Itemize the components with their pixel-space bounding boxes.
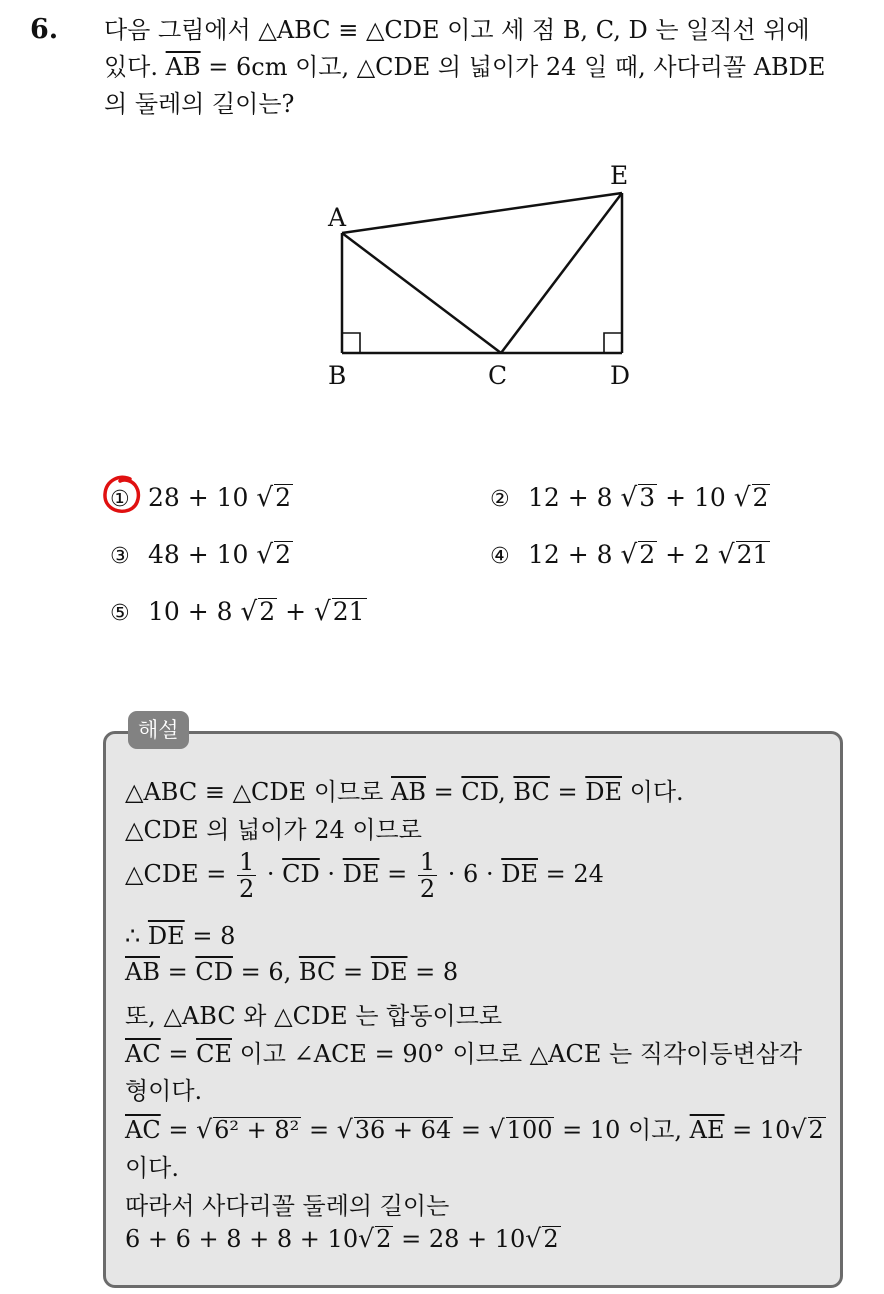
solution-line-12: 6 + 6 + 8 + 8 + 10√2 = 28 + 10√2 <box>125 1224 559 1253</box>
segment-ab: $\overline{AB}$ <box>165 53 201 81</box>
solution-line-5: $\overline{AB} = \overline{CD} = 6$, $\overline{BC} = \overline{DE} = 8$ <box>125 958 459 986</box>
solution-line-6: 또, △ABC 와 △CDE 는 합동이므로 <box>125 1002 503 1030</box>
solution-line-9: $\overline{AC} = √6^2 + 8^2 = √36 + 64 = √100 = 10$ 이고, $\overline{AE} = 10√2$ <box>125 1115 824 1144</box>
solution-line-2: △CDE 의 넓이가 24 이므로 <box>125 816 422 844</box>
right-angle-b-icon <box>342 333 360 353</box>
solution-line-11: 따라서 사다리꼴 둘레의 길이는 <box>125 1192 450 1220</box>
choice-5[interactable]: ⑤ 10 + 8 √2 + √21 <box>110 597 365 627</box>
label-c: C <box>488 361 508 390</box>
label-b: B <box>328 361 347 390</box>
choice-4[interactable]: ④ 12 + 8 √2 + 2 √21 <box>490 540 769 570</box>
label-a: A <box>328 203 347 232</box>
solution-line-1: △ABC ≡ △CDE 이므로 $\overline{AB} = \overline{CD}$, $\overline{BC} = \overline{DE}$ 이다. <box>125 778 684 806</box>
label-e: E <box>610 161 629 190</box>
question-number: 6. <box>30 14 59 45</box>
right-angle-d-icon <box>604 333 622 353</box>
solution-line-10: 이다. <box>125 1154 179 1182</box>
solution-line-7: $\overline{AC} = \overline{CE}$ 이고 ∠ACE = 90° 이므로 △ACE 는 직각이등변삼각 <box>125 1040 803 1068</box>
question-stem-line-3: 의 둘레의 길이는? <box>104 90 295 118</box>
segment-ae <box>342 193 622 233</box>
question-stem-line-2: 있다. $\overline{AB} = 6cm$ 이고, △CDE 의 넓이가 24 일 때, 사다리꼴 ABDE <box>104 53 826 81</box>
trapezoid-figure <box>320 160 660 400</box>
choice-3[interactable]: ③ 48 + 10 √2 <box>110 540 292 570</box>
segment-ac <box>342 233 501 353</box>
solution-tag: 해설 <box>128 711 189 749</box>
solution-line-4: ∴ $\overline{DE} = 8$ <box>125 922 236 950</box>
solution-line-3: △CDE = $\frac{1}{2}$ · $\overline{CD} \cdot \overline{DE}$ = $\frac{1}{2}$ · $6 \cdot \overline{DE} = 24$ <box>125 848 604 903</box>
label-d: D <box>610 361 631 390</box>
question-stem-line-1: 다음 그림에서 △ABC ≡ △CDE 이고 세 점 B, C, D 는 일직선 위에 <box>104 16 810 44</box>
segment-ce <box>501 193 622 353</box>
solution-line-8: 형이다. <box>125 1077 203 1105</box>
choice-1[interactable]: ① 28 + 10 √2 <box>110 483 292 513</box>
choice-2[interactable]: ② 12 + 8 √3 + 10 √2 <box>490 483 769 513</box>
